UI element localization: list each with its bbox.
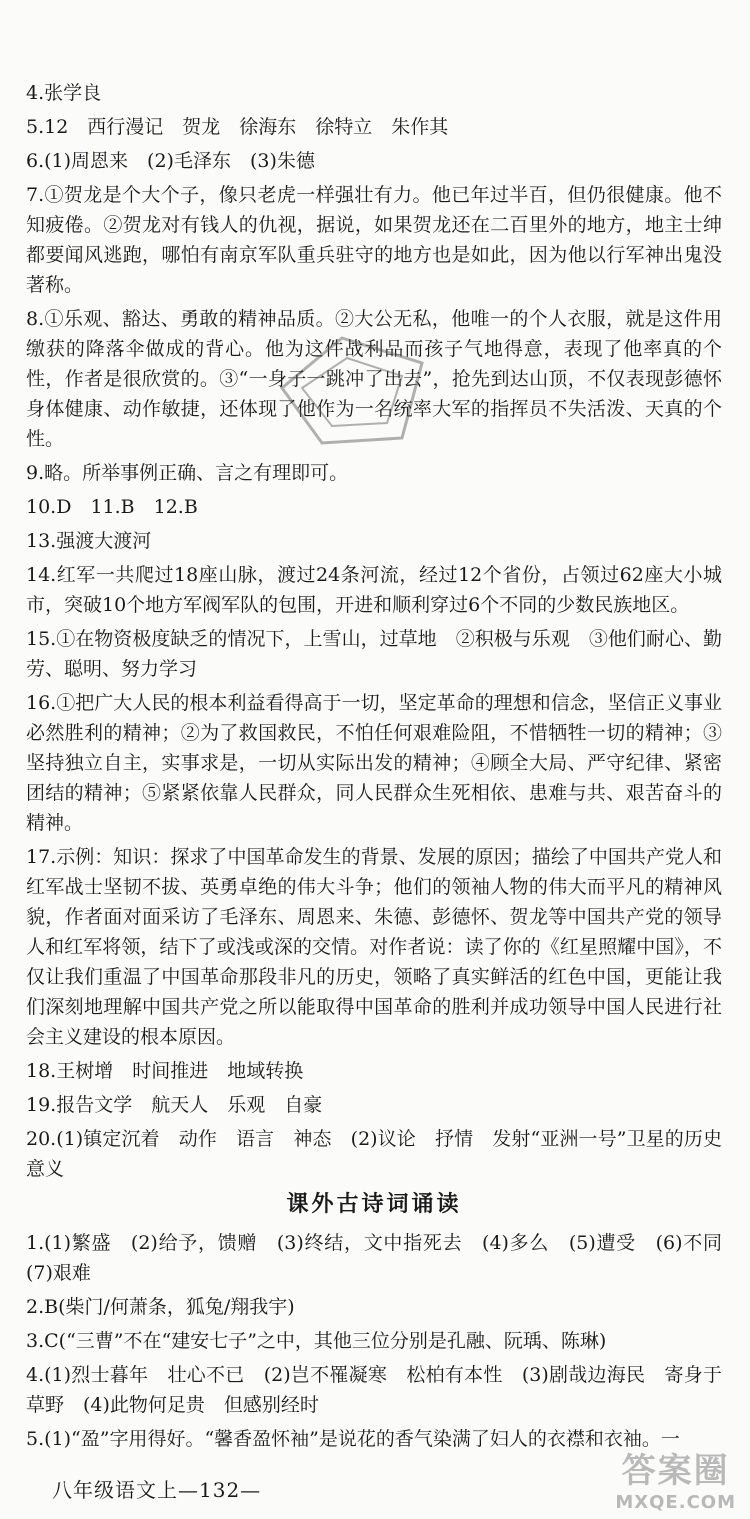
watermark-url: MXQE.COM [615, 1492, 736, 1513]
page-footer: 八年级语文上—132— [52, 1478, 262, 1502]
answer-item: 6.(1)周恩来 (2)毛泽东 (3)朱德 [26, 150, 315, 172]
answer-item: 10.D 11.B 12.B [26, 496, 198, 518]
answer-item: 9.略。所举事例正确、言之有理即可。 [26, 462, 349, 484]
answer-item: 2.B(柴门/何萧条，狐兔/翔我宇) [26, 1296, 295, 1318]
answers-part1 [26, 78, 722, 1184]
answer-item: 4.张学良 [26, 82, 102, 104]
answer-item: 8.①乐观、豁达、勇敢的精神品质。②大公无私，他唯一的个人衣服，就是这件用缴获的降落伞做成的背心。他为这件战利品而孩子气地得意，表现了他率真的个性，作者是很欣赏的。③“一身子一跳冲了出去”，抢先到达山顶，不仅表现彭德怀身体健康、动作敏捷，还体现了他作为一名统率大军的指挥员不失活泼、天真的个性。 [26, 308, 722, 450]
answer-item: 7.①贺龙是个大个子，像只老虎一样强壮有力。他已年过半百，但仍很健康。他不知疲倦。②贺龙对有钱人的仇视，据说，如果贺龙还在二百里外的地方，地主士绅都要闻风逃跑，哪怕有南京军队重兵驻守的地方也是如此，因为他以行军神出鬼没著称。 [26, 184, 722, 296]
stamp-image [262, 318, 442, 458]
answer-item: 13.强渡大渡河 [26, 530, 152, 552]
watermark-logo [615, 1443, 736, 1513]
answer-item: 1.(1)繁盛 (2)给予，馈赠 (3)终结，文中指死去 (4)多么 (5)遭受 (6)不同 (7)艰难 [26, 1232, 742, 1284]
answer-item: 5.(1)“盈”字用得好。“馨香盈怀袖”是说花的香气染满了妇人的衣襟和衣袖。一 [26, 1428, 680, 1450]
answer-item: 16.①把广大人民的根本利益看得高于一切，坚定革命的理想和信念，坚信正义事业必然胜利的精神；②为了救国救民，不怕任何艰难险阻，不惜牺牲一切的精神；③坚持独立自主，实事求是，一切从实际出发的精神；④顾全大局、严守纪律、紧密团结的精神；⑤紧紧依靠人民群众，同人民群众生死相依、患难与共、艰苦奋斗的精神。 [26, 692, 722, 834]
answer-item: 20.(1)镇定沉着 动作 语言 神态 (2)议论 抒情 发射“亚洲一号”卫星的历史意义 [26, 1128, 722, 1180]
answer-item: 18.王树增 时间推进 地域转换 [26, 1060, 304, 1082]
answers-part2 [26, 1228, 742, 1454]
answer-content [26, 78, 742, 1458]
answer-item: 15.①在物资极度缺乏的情况下，上雪山，过草地 ②积极与乐观 ③他们耐心、勤劳、聪明、努力学习 [26, 628, 722, 680]
answer-item: 17.示例：知识：探求了中国革命发生的背景、发展的原因；描绘了中国共产党人和红军战士坚韧不拔、英勇卓绝的伟大斗争；他们的领袖人物的伟大而平凡的精神风貌，作者面对面采访了毛泽东、周恩来、朱德、彭德怀、贺龙等中国共产党的领导人和红军将领，结下了或浅或深的交情。对作者说：读了你的《红星照耀中国》，不仅让我们重温了中国革命那段非凡的历史，领略了真实鲜活的红色中国，更能让我们深刻地理解中国共产党之所以能取得中国革命的胜利并成功领导中国人民进行社会主义建设的根本原因。 [26, 846, 722, 1048]
answer-item: 3.C(“三曹”不在“建安七子”之中，其他三位分别是孔融、阮瑀、陈琳) [26, 1330, 607, 1352]
answer-item: 4.(1)烈士暮年 壮心不已 (2)岂不罹凝寒 松柏有本性 (3)剧哉边海民 寄身于草野 (4)此物何足贵 但感别经时 [26, 1364, 722, 1416]
watermark-logo-text: 答案圈 [621, 1451, 730, 1491]
section-title: 课外古诗词诵读 [286, 1192, 462, 1217]
answer-item: 5.12 西行漫记 贺龙 徐海东 徐特立 朱作其 [26, 116, 449, 138]
answer-item: 14.红军一共爬过18座山脉，渡过24条河流，经过12个省份，占领过62座大小城市，突破10个地方军阀军队的包围，开进和顺利穿过6个不同的少数民族地区。 [26, 564, 722, 616]
answer-item: 19.报告文学 航天人 乐观 自豪 [26, 1094, 323, 1116]
